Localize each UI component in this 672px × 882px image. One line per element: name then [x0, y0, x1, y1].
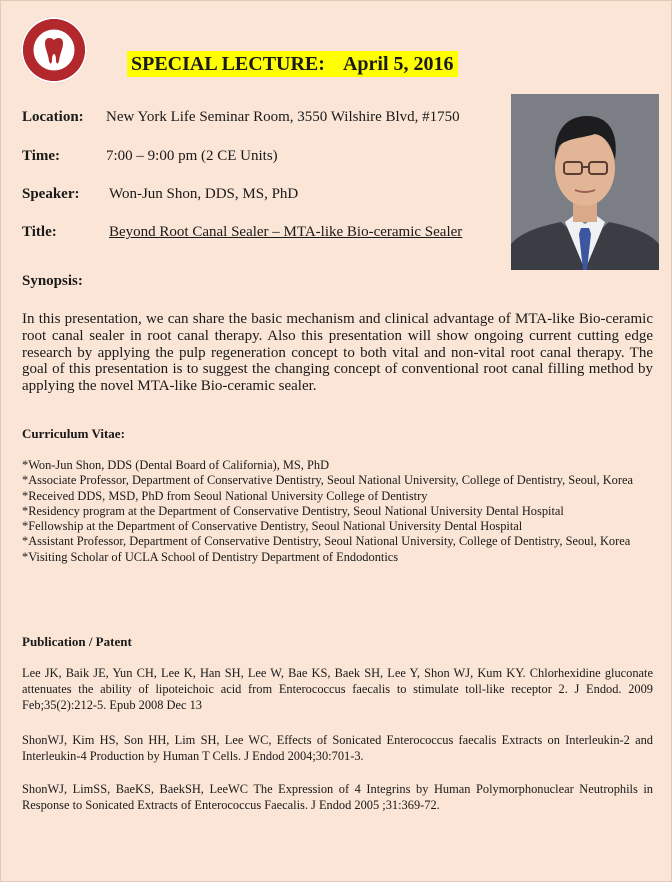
cv-item: * Received DDS, MSD, PhD from Seoul National University College of Dentistry — [22, 489, 662, 504]
cv-heading: Curriculum Vitae: — [22, 426, 125, 441]
speaker-photo — [511, 94, 659, 270]
cv-item: * Visiting Scholar of UCLA School of Dentistry Department of Endodontics — [22, 550, 662, 565]
time-label: Time: — [22, 148, 61, 164]
cv-item: * Assistant Professor, Department of Conservative Dentistry, Seoul National University, College of Dentistry, Seoul, Korea — [22, 534, 662, 549]
speaker-row — [22, 184, 299, 204]
institute-logo-icon — [21, 17, 87, 83]
speaker-label: Speaker: — [22, 186, 80, 202]
lecture-date: April 5, 2016 — [342, 53, 454, 75]
cv-item: * Fellowship at the Department of Conservative Dentistry, Seoul National University Dental Hospital — [22, 519, 662, 534]
speaker-value: Won-Jun Shon, DDS, MS, PhD — [109, 186, 299, 202]
title-label: Title: — [22, 224, 57, 240]
publications-heading: Publication / Patent — [22, 634, 132, 649]
lecture-heading-label: SPECIAL LECTURE: — [131, 53, 325, 75]
cv-list — [22, 458, 662, 565]
location-value: New York Life Seminar Room, 3550 Wilshire Blvd, #1750 — [106, 109, 460, 125]
publication-entry: Lee JK, Baik JE, Yun CH, Lee K, Han SH, Lee W, Bae KS, Baek SH, Lee Y, Shon WJ, Kum KY. Chlorhexidine gluconate attenuates the ability of lipoteichoic acid from Enterococcus faecalis to stimulate toll-like receptor 2. J Endod. 2009 Feb;35(2):212-5. Epub 2008 Dec 13 — [22, 666, 653, 712]
cv-item: * Won-Jun Shon, DDS (Dental Board of California), MS, PhD — [22, 458, 662, 473]
institute-logo — [21, 17, 87, 83]
publication-entry: ShonWJ, Kim HS, Son HH, Lim SH, Lee WC, Effects of Sonicated Enterococcus faecalis Extracts on Interleukin-2 and Interleukin-4 Production by Human T Cells. J Endod 2004;30:701-3. — [22, 733, 653, 763]
publication-entry: ShonWJ, LimSS, BaeKS, BaekSH, LeeWC The Expression of 4 Integrins by Human Polymorphonuclear Neutrophils in Response to Sonicated Extracts of Enterococcus Faecalis. J Endod 2005 ;31:369-72. — [22, 782, 653, 812]
synopsis-text: In this presentation, we can share the basic mechanism and clinical advantage of MTA-like Bio-ceramic root canal sealer in root canal therapy. Also this presentation will show ongoing current cutting edge research by applying the pulp regeneration concept to both vital and non-vital root canal therapy. The goal of this presentation is to suggest the changing concept of conventional root canal filling method by applying the novel MTA-like Bio-ceramic sealer. — [22, 311, 653, 395]
location-row — [22, 107, 460, 127]
title-row — [22, 222, 463, 242]
location-label: Location: — [22, 109, 84, 125]
cv-item: * Associate Professor, Department of Conservative Dentistry, Seoul National University, College of Dentistry, Seoul, Korea — [22, 473, 662, 488]
lecture-heading — [127, 51, 458, 77]
title-value: Beyond Root Canal Sealer – MTA-like Bio-ceramic Sealer — [109, 224, 463, 240]
time-value: 7:00 – 9:00 pm (2 CE Units) — [106, 148, 278, 164]
speaker-portrait-icon — [511, 94, 659, 270]
time-row — [22, 146, 278, 166]
cv-item: * Residency program at the Department of Conservative Dentistry, Seoul National University Dental Hospital — [22, 504, 662, 519]
synopsis-heading: Synopsis: — [22, 273, 83, 289]
